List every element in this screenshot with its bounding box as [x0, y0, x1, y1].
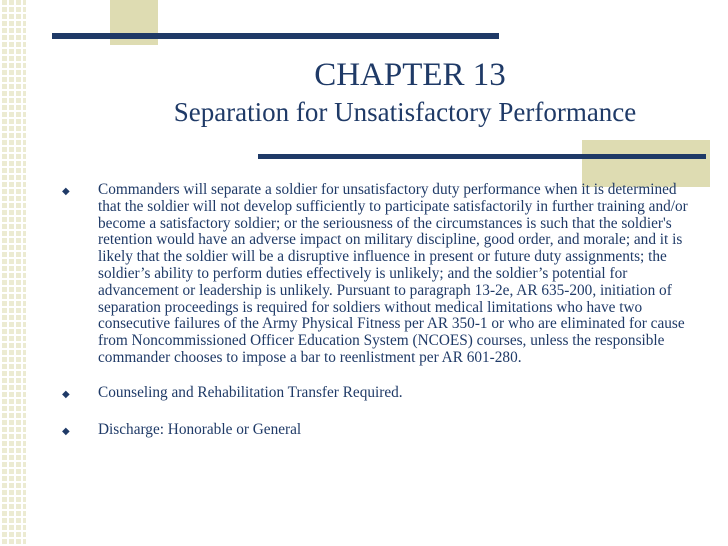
decorative-bottom-bar	[258, 154, 706, 159]
bullet-text: Commanders will separate a soldier for unsatisfactory duty performance when it is determined that the soldier will not develop sufficiently to participate satisfactorily in further training and/or become a satisfactory soldier; or the seriousness of the circumstances is such that the soldier's retention would have an adverse impact on military discipline, good order, and morale; and it is likely that the soldier will be a disruptive influence in present or future duty assignments; the soldier’s ability to perform duties effectively is unlikely; and the soldier’s potential for advancement or leadership is unlikely. Pursuant to paragraph 13-2e, AR 635-200, initiation of separation proceedings is required for soldiers without medical limitations who have two consecutive failures of the Army Physical Fitness per AR 350-1 or who are eliminated for cause from Noncommissioned Officer Education System (NCOES) courses, unless the responsible commander chooses to impose a bar to reenlistment per AR 601-280.	[98, 181, 688, 366]
bullet-item	[62, 182, 692, 367]
decorative-left-strip	[0, 0, 26, 546]
bullet-item	[62, 385, 692, 404]
diamond-bullet-icon: ◆	[62, 186, 70, 197]
bullet-item	[62, 422, 692, 441]
diamond-bullet-icon: ◆	[62, 388, 70, 400]
slide-title: CHAPTER 13	[314, 57, 506, 93]
decorative-bottom-box	[582, 140, 710, 187]
bullet-list	[62, 182, 692, 458]
decorative-top-bar	[52, 33, 499, 39]
slide-subtitle: Separation for Unsatisfactory Performance	[173, 97, 637, 127]
diamond-bullet-icon: ◆	[62, 425, 70, 437]
bullet-text: Counseling and Rehabilitation Transfer Required.	[98, 383, 403, 401]
bullet-text: Discharge: Honorable or General	[98, 420, 302, 438]
